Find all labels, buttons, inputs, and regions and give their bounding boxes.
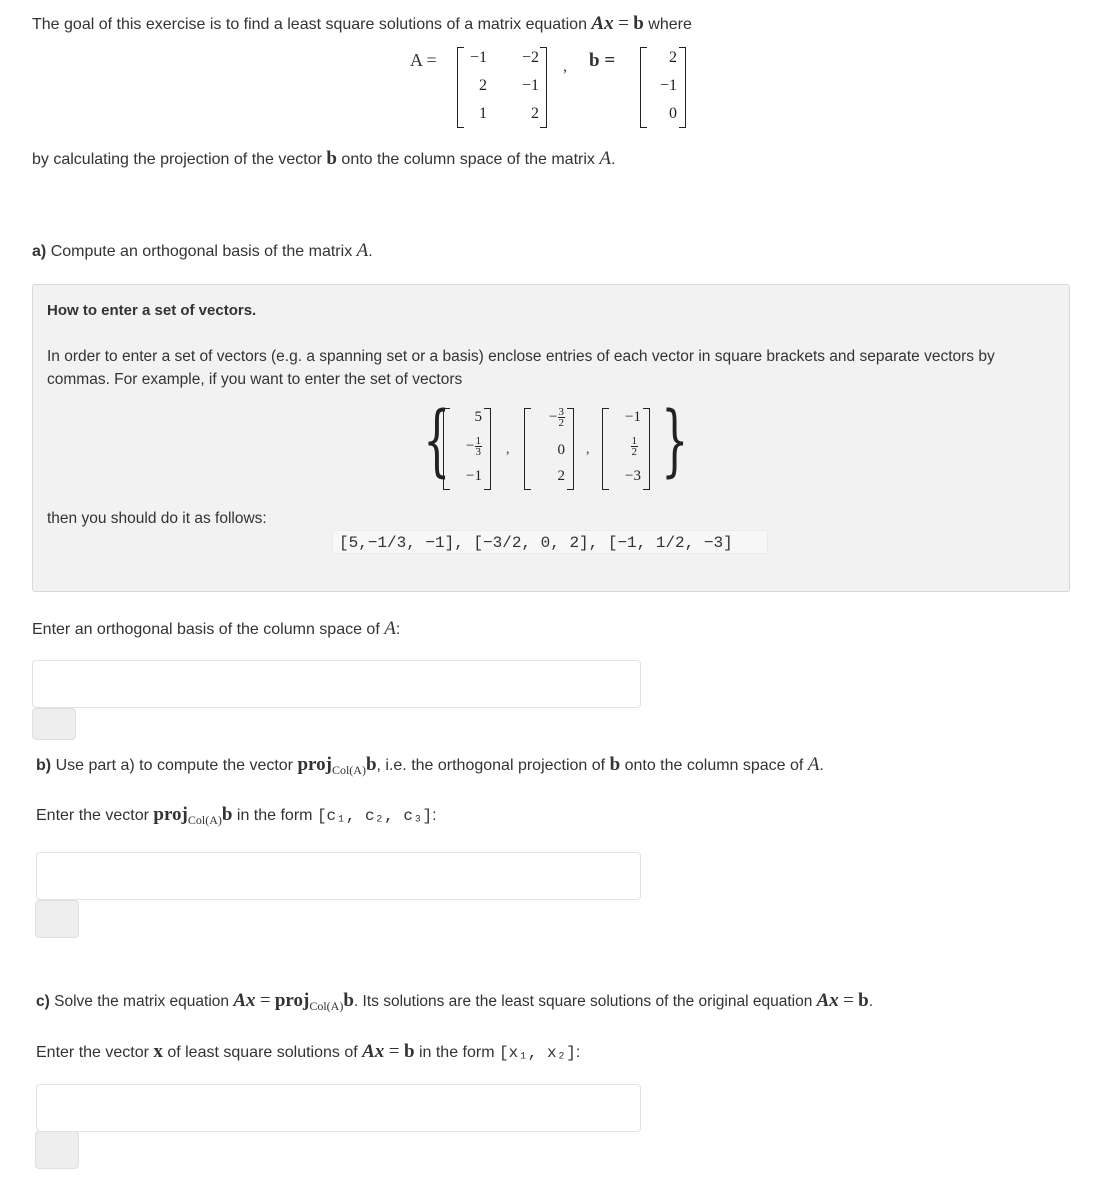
proj-form: [c₁, c₂, c₃]	[316, 807, 433, 825]
math-proj-sub: Col(A)	[187, 813, 222, 827]
matrix-a-cell: −1	[521, 77, 539, 94]
x-preview-button[interactable]	[35, 1131, 79, 1169]
math-Ax: Ax	[233, 990, 256, 1011]
proj-preview-button[interactable]	[35, 900, 79, 938]
example-vector-entry: $\frac{1}{2}$	[631, 435, 637, 458]
part-a-label: a)	[32, 243, 47, 260]
enter-basis-end: :	[395, 621, 401, 638]
math-x: x	[153, 1041, 163, 1062]
example-vector-entry: 2	[557, 468, 565, 484]
matrix-a-cell: −2	[521, 49, 539, 66]
math-equals: =	[843, 990, 854, 1011]
math-Ax: Ax	[362, 1041, 385, 1062]
math-b: b	[633, 13, 644, 34]
math-b: b	[858, 990, 869, 1011]
part-b-text3: onto the column space of	[620, 757, 808, 774]
intro-where: where	[648, 16, 692, 33]
enter-x-end: :	[575, 1044, 581, 1061]
math-b: b	[221, 804, 233, 825]
enter-basis-prompt	[32, 618, 400, 640]
info-box-para-line2: commas. For example, if you want to enter the set of vectors	[47, 371, 463, 388]
part-a-end: .	[368, 243, 373, 260]
part-a-heading	[32, 240, 373, 262]
x-form: [x₁, x₂]	[499, 1044, 576, 1062]
intro-line-2	[32, 148, 615, 170]
part-b-end: .	[819, 757, 824, 774]
example-vector-entry: −3	[625, 468, 641, 484]
vector-b-cell: 2	[669, 49, 677, 66]
math-A: A	[599, 148, 611, 169]
math-b: b	[326, 148, 337, 169]
enter-x-text2: of least square solutions of	[162, 1044, 363, 1061]
math-A: A	[356, 240, 369, 261]
example-vector-entry: 0	[557, 442, 565, 458]
math-equals: =	[388, 1041, 400, 1062]
math-equals: =	[259, 990, 271, 1011]
part-c-text: Solve the matrix equation	[54, 993, 234, 1010]
math-Ax: Ax	[591, 13, 614, 34]
math-b: b	[365, 754, 377, 775]
math-A: A	[384, 618, 396, 639]
matrix-a-cell: 1	[479, 105, 487, 122]
example-comma: ,	[506, 442, 510, 457]
part-b-text2: , i.e. the orthogonal projection of	[376, 757, 610, 774]
enter-proj-text2: in the form	[232, 807, 317, 824]
vector-b-label-text: b =	[589, 50, 616, 71]
right-brace-icon: }	[661, 396, 689, 486]
matrix-a	[457, 47, 547, 128]
enter-x-text: Enter the vector	[36, 1044, 154, 1061]
example-vector-1	[443, 408, 491, 490]
part-c-text2: . Its solutions are the least square solutions of the original equation	[353, 993, 817, 1010]
code-example: [5,−1/3, −1], [−3/2, 0, 2], [−1, 1/2, −3]	[332, 530, 768, 554]
enter-basis-text: Enter an orthogonal basis of the column space of	[32, 621, 385, 638]
example-vector-entry: −1	[625, 409, 641, 425]
matrix-a-cell: 2	[479, 77, 487, 94]
info-box-para-line1: In order to enter a set of vectors (e.g. a spanning set or a basis) enclose entries of each vector in square brackets and separate vectors by	[47, 348, 995, 365]
vector-b-cell: 0	[669, 105, 677, 122]
matrix-a-label: A =	[410, 50, 437, 70]
left-brace-icon: {	[423, 396, 451, 486]
math-b: b	[403, 1041, 415, 1062]
enter-x-prompt	[36, 1041, 580, 1063]
part-c-end: .	[868, 993, 874, 1010]
part-b-label: b)	[36, 757, 52, 774]
basis-input[interactable]	[32, 660, 641, 708]
math-proj: proj	[274, 990, 310, 1011]
enter-x-text3: in the form	[414, 1044, 499, 1061]
example-vector-3	[602, 408, 650, 490]
part-b-text: Use part a) to compute the vector	[55, 757, 298, 774]
part-c-label: c)	[36, 993, 50, 1010]
example-comma: ,	[586, 442, 590, 457]
info-box-title: How to enter a set of vectors.	[47, 302, 257, 319]
intro-line-1	[32, 13, 692, 35]
example-vector-entry: 5	[474, 409, 482, 425]
math-proj-sub: Col(A)	[309, 999, 344, 1013]
math-proj-sub: Col(A)	[331, 763, 366, 777]
matrix-a-cell: 2	[531, 105, 539, 122]
enter-proj-text: Enter the vector	[36, 807, 154, 824]
proj-input[interactable]	[36, 852, 641, 900]
info-box-then-text: then you should do it as follows:	[47, 510, 267, 527]
example-vector-2	[524, 408, 574, 490]
math-equals: =	[618, 13, 629, 34]
part-c-heading	[36, 990, 873, 1014]
matrix-a-cell: −1	[469, 49, 487, 66]
enter-proj-end: :	[432, 807, 437, 824]
math-proj: proj	[297, 754, 332, 775]
intro-line2-rest: onto the column space of the matrix	[341, 151, 600, 168]
math-proj: proj	[153, 804, 188, 825]
math-Ax: Ax	[816, 990, 839, 1011]
matrix-comma: ,	[563, 58, 567, 75]
part-b-heading	[36, 754, 824, 778]
vector-b-cell: −1	[659, 77, 677, 94]
example-vector-entry: −1	[466, 468, 482, 484]
enter-proj-prompt	[36, 804, 437, 828]
part-a-text: Compute an orthogonal basis of the matrix	[50, 243, 357, 260]
math-b: b	[609, 754, 621, 775]
example-vector-entry: − $\frac{1}{3}$	[466, 435, 481, 458]
intro-line2-text: by calculating the projection of the vector	[32, 151, 327, 168]
intro-line2-end: .	[610, 151, 616, 168]
vector-b	[640, 47, 686, 128]
math-b: b	[343, 990, 354, 1011]
math-A: A	[807, 754, 820, 775]
x-input[interactable]	[36, 1084, 641, 1132]
vector-b-label	[589, 50, 615, 72]
intro-text: The goal of this exercise is to find a least square solutions of a matrix equation	[32, 16, 592, 33]
basis-preview-button[interactable]	[32, 708, 76, 740]
example-vector-entry: − $\frac{3}{2}$	[549, 406, 564, 429]
